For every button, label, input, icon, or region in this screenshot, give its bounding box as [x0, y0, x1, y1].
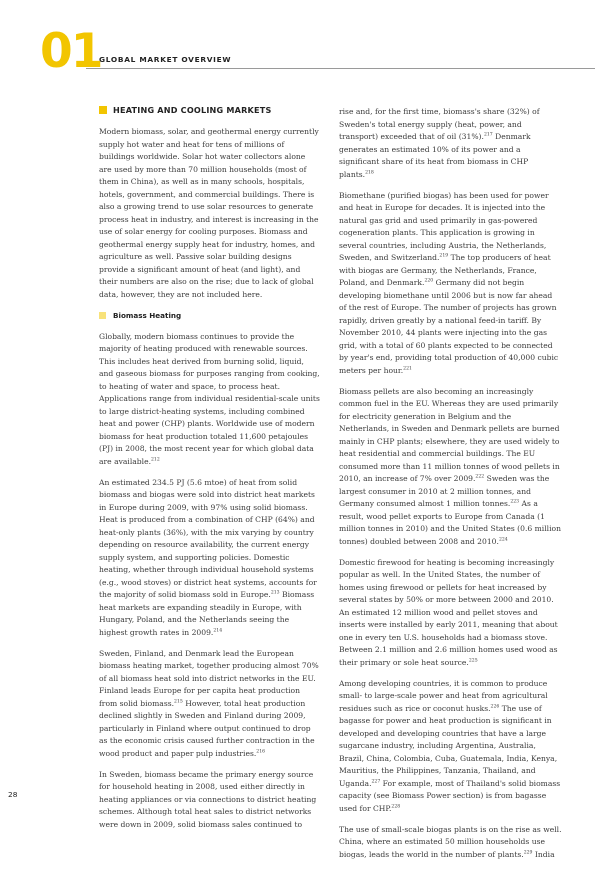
- footnote-ref[interactable]: 212: [151, 456, 160, 462]
- footnote-ref[interactable]: 221: [403, 365, 412, 371]
- paragraph: In Sweden, biomass became the primary energy source for household heating in 2008, used either directly in heating appliances or via connections to district heating schemes. Although total heat sales to district networks were down in 2009, solid biomass sales continued to: [99, 769, 317, 829]
- paragraph: Domestic firewood for heating is becoming increasingly popular as well. In the United States, the number of homes using firewood or pellets for heat increased by several states by 50% or more between 2000 and 2010. An estimated 12 million wood and pellet stoves and inserts were installed by early 2011, meaning that about one in every ten U.S. households had a biomass stove. Between 2.1 million and 2.6 million homes used wood as their primary or sole heat source.$^{225}$: [339, 557, 558, 667]
- chapter-title: GLOBAL MARKET OVERVIEW: [99, 55, 232, 64]
- right-column: [339, 106, 562, 870]
- footnote-ref[interactable]: 214: [213, 627, 223, 633]
- section-heading: HEATING AND COOLING MARKETS: [99, 104, 320, 116]
- paragraph: Biomass pellets are also becoming an increasingly common fuel in the EU. Whereas they are used primarily for electricity generation in Belgium and the Netherlands, in Sweden and Denmark pellets are burned mainly in CHP plants; elsewhere, they are used widely to heat residential and commercial buildings. The EU consumed more than 11 million tonnes of wood pellets in 2010, an increase of 7% over 2009.$^{222}$ Sweden was the largest consumer in 2010 at 2 million tonnes, and Germany consumed almost 1 million tonnes.$^{223}$ As a result, wood pellet exports to Europe from Canada (1 million tonnes in 2010) and the United States (0.6 million tonnes) doubled between 2008 and 2010.$^{224}$: [339, 386, 561, 546]
- footnote-ref[interactable]: 225: [468, 657, 478, 663]
- footnote-ref[interactable]: 224: [498, 536, 508, 542]
- chapter-number: 01: [40, 24, 102, 79]
- footnote-ref[interactable]: 213: [270, 590, 280, 596]
- footnote-ref[interactable]: 228: [391, 803, 401, 809]
- footnote-ref[interactable]: 222: [475, 474, 485, 480]
- paragraph: Sweden, Finland, and Denmark lead the European biomass heating market, together producing almost 70% of all biomass heat sold into district networks in the EU. Finland leads Europe for per capita heat production from solid biomass.$^{215}$ However, total heat production declined slightly in Sweden and Finland during 2009, particularly in Finland where output continued to drop as the economic crisis caused further contraction in the wood product and paper pulp industries.$^{216}$: [99, 648, 319, 758]
- footnote-ref[interactable]: 216: [256, 748, 266, 754]
- subsection-bullet-icon: [99, 312, 106, 319]
- section-bullet-icon: [99, 106, 107, 114]
- footnote-ref[interactable]: 217: [483, 132, 493, 138]
- paragraph: An estimated 234.5 PJ (5.6 mtoe) of heat from solid biomass and biogas were sold into district heat markets in Europe during 2009, with 97% using solid biomass. Heat is produced from a combination of CHP (64%) and heat-only plants (36%), with the mix varying by country depending on resource availability, the current energy supply system, and supporting policies. Domestic heating, whether through individual household systems (e.g., wood stoves) or district heat systems, accounts for the majority of solid biomass sold in Europe.$^{213}$ Biomass heat markets are expanding steadily in Europe, with Hungary, Poland, and the Netherlands seeing the highest growth rates in 2009.$^{214}$: [99, 477, 317, 637]
- footnote-ref[interactable]: 227: [371, 778, 381, 784]
- footnote-ref[interactable]: 215: [174, 698, 183, 704]
- footnote-ref[interactable]: 223: [510, 499, 520, 505]
- paragraph: Biomethane (purified biogas) has been used for power and heat in Europe for decades. It is injected into the natural gas grid and used primarily in gas-powered cogeneration plants. This application is growing in several countries, including Austria, the Netherlands, Sweden, and Switzerland.$^{219}$ The top producers of heat with biogas are Germany, the Netherlands, France, Poland, and Denmark.$^{220}$ Germany did not begin developing biomethane until 2006 but is now far ahead of the rest of Europe. The number of projects has grown rapidly, driven greatly by a national feed-in tariff. By November 2010, 44 plants were injecting into the gas grid, with a total of 60 plants expected to be connected by year's end, providing total production of 40,000 cubic meters per hour.$^{221}$: [339, 190, 559, 375]
- footnote-ref[interactable]: 229: [523, 849, 533, 855]
- footnote-ref[interactable]: 226: [490, 703, 500, 709]
- page-number: 28: [8, 790, 18, 799]
- header-rule: [86, 68, 595, 69]
- footnote-ref[interactable]: 218: [365, 169, 374, 175]
- footnote-ref[interactable]: 219: [439, 253, 449, 259]
- paragraph: Among developing countries, it is common to produce small- to large-scale power and heat from agricultural residues such as rice or coconut husks.$^{226}$ The use of bagasse for power and heat production is significant in developed and developing countries that have a large sugarcane industry, including Argentina, Australia, Brazil, China, Colombia, Cuba, Guatemala, India, Kenya, Mauritius, the Philippines, Tanzania, Thailand, and Uganda.$^{227}$ For example, most of Thailand's solid biomass capacity (see Biomass Power section) is from bagasse used for CHP.$^{228}$: [339, 678, 561, 813]
- subsection-heading: Biomass Heating: [99, 310, 320, 321]
- paragraph: Globally, modern biomass continues to provide the majority of heating produced with renewable sources. This includes heat derived from burning solid, liquid, and gaseous biomass for purposes ranging from cooking, to heating of water and space, to process heat. Applications range from individual residential-scale units to large district-heating systems, including combined heat and power (CHP) plants. Worldwide use of modern biomass for heat production totaled 11,600 petajoules (PJ) in 2008, the most recent year for which global data are available.$^{212}$: [99, 331, 320, 466]
- paragraph: rise and, for the first time, biomass's share (32%) of Sweden's total energy supply (heat, power, and transport) exceeded that of oil (31%).$^{217}$ Denmark generates an estimated 10% of its power and a significant share of its heat from biomass in CHP plants.$^{218}$: [339, 107, 540, 179]
- left-column: [99, 104, 320, 840]
- paragraph: The use of small-scale biogas plants is on the rise as well. China, where an estimated 50 million households use biogas, leads the world in the number of plants.$^{229}$ India: [339, 824, 562, 859]
- footnote-ref[interactable]: 220: [424, 278, 434, 284]
- intro-paragraph: Modern biomass, solar, and geothermal energy currently supply hot water and heat for tens of millions of buildings worldwide. Solar hot water collectors alone are used by more than 70 million households (most of them in China), as well as in many schools, hospitals, hotels, government, and commercial buildings. There is also a growing trend to use solar resources to generate process heat in industry, and interest is increasing in the use of solar energy for cooling purposes. Biomass and geothermal energy supply heat for industry, homes, and agriculture as well. Passive solar building designs provide a significant amount of heat (and light), and their numbers are also on the rise; due to lack of global data, however, they are not included here.: [99, 127, 319, 299]
